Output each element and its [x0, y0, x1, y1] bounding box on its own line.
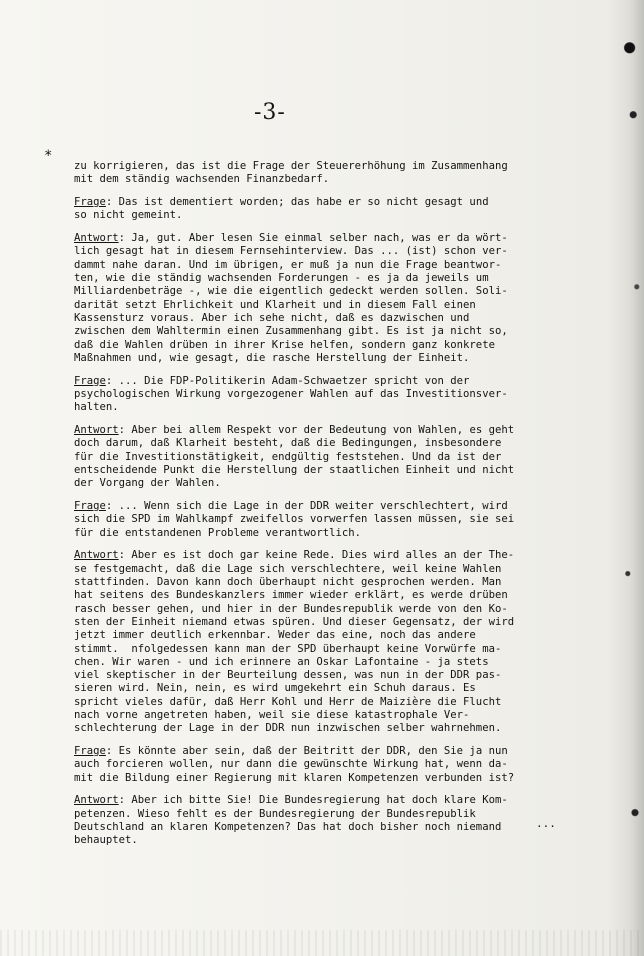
scan-bottom-noise [0, 930, 644, 956]
continuation-marker: ... [536, 817, 556, 830]
speaker-label: Frage [74, 745, 106, 758]
paragraph-text: zu korrigieren, das ist die Frage der Steuererhöhung im Zusammenhang mit dem ständig wachsenden Finanzbedarf. [74, 160, 508, 186]
paragraph [74, 160, 574, 187]
paragraph-text: : Aber ich bitte Sie! Die Bundesregierung hat doch klare Kom- petenzen. Wieso fehlt es der Bundesregierung der Bundesrepublik Deutschland an klaren Kompetenzen? Das hat doch bisher noch niemand behauptet. [74, 794, 508, 847]
speaker-label: Frage [74, 196, 106, 209]
paragraph-text: : Das ist dementiert worden; das habe er so nicht gesagt und so nicht gemeint. [74, 196, 489, 222]
paragraph-text: : Aber bei allem Respekt vor der Bedeutung von Wahlen, es geht doch darum, daß Klarheit besteht, daß die Bedingungen, insbesondere für die Investitionstätigkeit, endgültig feststehen. Und da ist der entscheidende Punkt die Herstellung der staatlichen Einheit und nicht der Vorgang der Wahlen. [74, 424, 515, 490]
paragraph-text: : ... Die FDP-Politikerin Adam-Schwaetzer spricht von der psychologischen Wirkung vorgezogener Wahlen auf das Investitionsver- halten. [74, 374, 508, 414]
speaker-label: Antwort [74, 232, 119, 245]
speaker-label: Antwort [74, 794, 119, 807]
paragraph [74, 500, 574, 540]
page-number: -3- [254, 100, 286, 125]
paragraph-text: : Es könnte aber sein, daß der Beitritt der DDR, den Sie ja nun auch forcieren wollen, nur dann die gewünschte Wirkung hat, wenn da- mit die Bildung einer Regierung mit klaren Kompetenzen verbunden ist? [74, 745, 515, 784]
paragraph [74, 794, 574, 847]
speaker-label: Frage [74, 374, 106, 387]
margin-mark: * [44, 148, 53, 164]
paragraph-text: : Ja, gut. Aber lesen Sie einmal selber nach, was er da wört- lich gesagt hat in diesem Fernsehinterview. Das ... (ist) schon ver- dammt nahe daran. Und im übrigen, er muß ja nun die Frage beantwor- ten, wie die ständig wachsenden Forderungen - es ja da jeweils um Milliardenbeträge -, wie die eigentlich gedeckt werden sollen. Soli- darität setzt Ehrlichkeit und Klarheit und in diesem Fall einen Kassensturz voraus. Aber ich sehe nicht, daß es dazwischen und zwischen dem Wahltermin einen Zusammenhang gibt. Es ist ja nicht so, daß die Wahlen drüben in ihrer Krise helfen, sondern ganz konkrete Maßnahmen und, wie gesagt, die rasche Herstellung der Einheit. [74, 232, 508, 364]
paragraph [74, 232, 574, 365]
paragraph [74, 196, 574, 223]
paragraph [74, 549, 574, 735]
speaker-label: Antwort [74, 424, 119, 437]
scan-edge-shadow [608, 0, 644, 956]
interview-text [74, 160, 574, 857]
speaker-label: Antwort [74, 549, 119, 562]
paragraph [74, 424, 574, 490]
paragraph [74, 375, 574, 415]
paragraph-text: : Aber es ist doch gar keine Rede. Dies wird alles an der The- se festgemacht, daß die Lage sich verschlechtere, weil keine Wahlen stattfinden. Davon kann doch überhaupt nicht gesprochen werden. Man hat seitens des Bundeskanzlers immer wieder erklärt, es werde drüben rasch besser gehen, und hier in der Bundesrepublik werde von den Ko- sten der Einheit niemand etwas spüren. Und dieser Gegensatz, der wird jetzt immer deutlich erkennbar. Weder das eine, noch das andere stimmt. nfolgedessen kann man der SPD überhaupt keine Vorwürfe ma- chen. Wir waren - und ich erinnere an Oskar Lafontaine - ja stets viel skeptischer in der Beurteilung dessen, was nun in der DDR pas- sieren wird. Nein, nein, es wird umgekehrt ein Schuh daraus. Es spricht vieles dafür, daß Herr Kohl und Herr de Maizière die Flucht nach vorne angetreten haben, weil sie diese katastrophale Ver- schlechterung der Lage in der DDR nun inzwischen selber wahrnehmen. [74, 549, 515, 735]
speaker-label: Frage [74, 500, 106, 513]
paragraph [74, 745, 574, 785]
paragraph-text: : ... Wenn sich die Lage in der DDR weiter verschlechtert, wird sich die SPD im Wahlkampf zweifellos vorwerfen lassen müssen, sie sei für die entstandenen Probleme verantwortlich. [74, 500, 515, 539]
